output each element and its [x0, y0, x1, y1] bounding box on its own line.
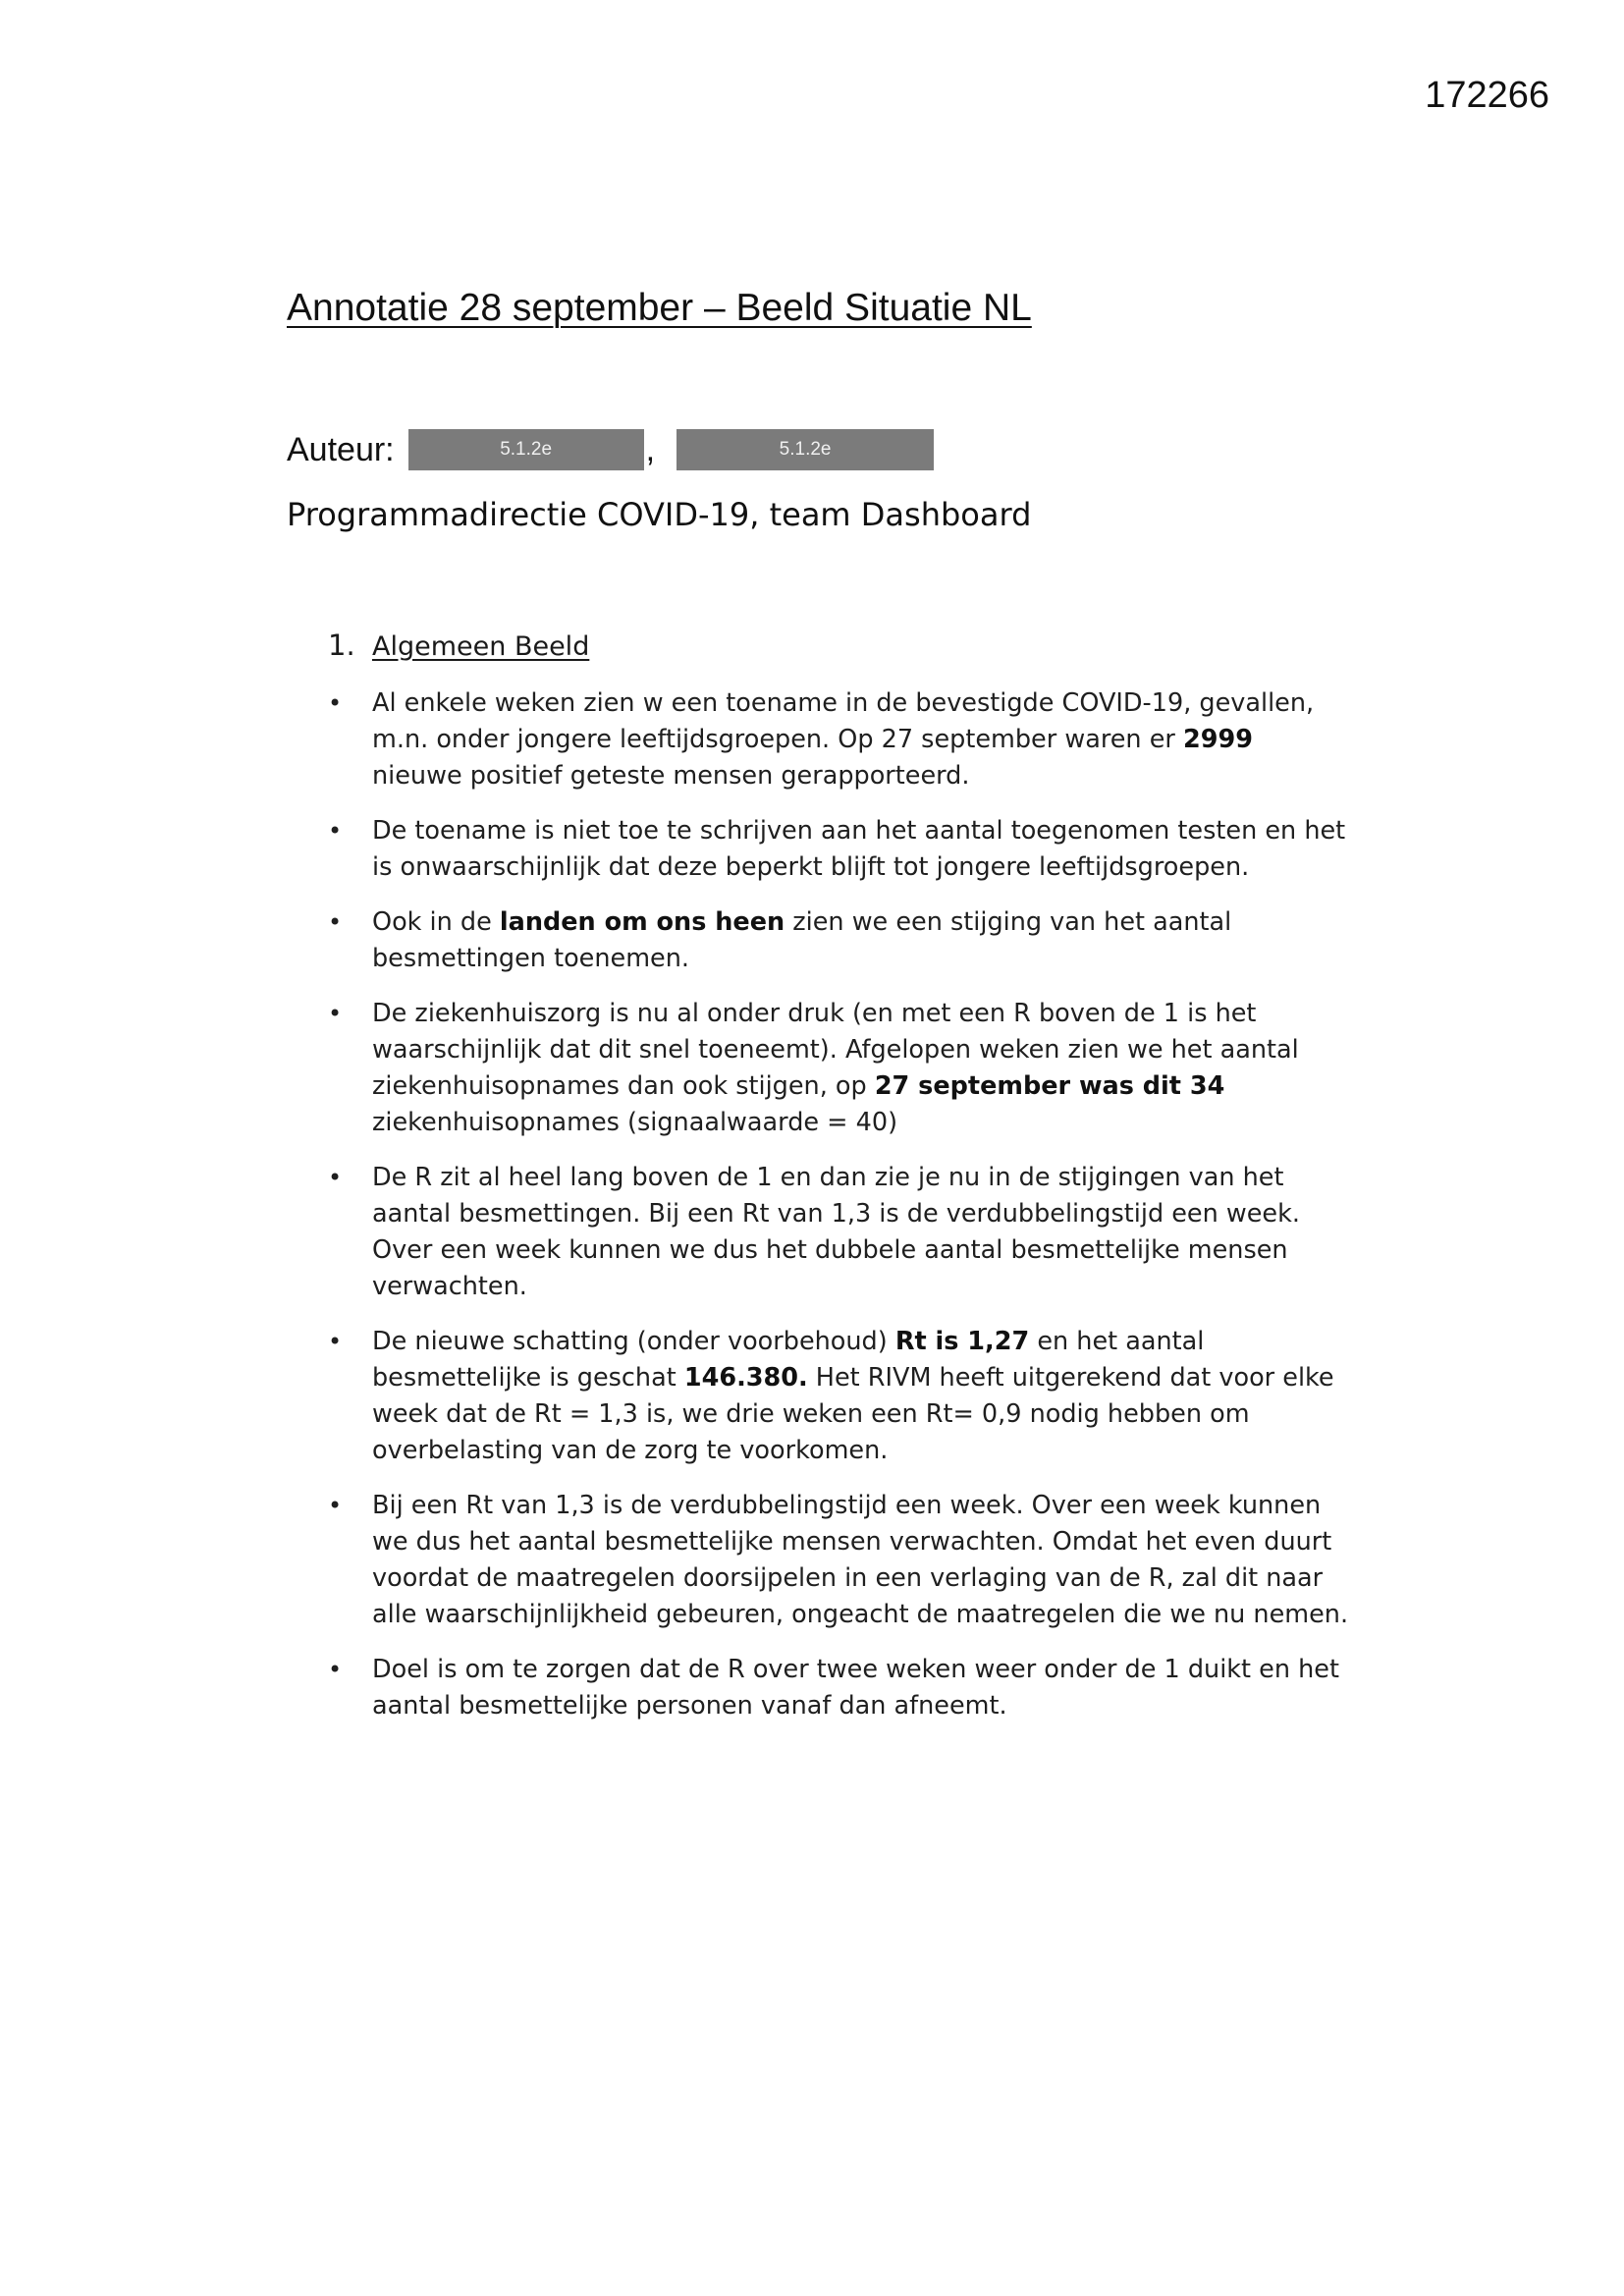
bullet-text: zien we een stijging van het aantal besmettingen toenemen.	[372, 907, 1232, 973]
section-number: 1.	[328, 629, 355, 662]
author-separator: ,	[645, 430, 656, 468]
bullet-text: Ook in de	[372, 907, 500, 937]
bullet-text: Het RIVM heeft uitgerekend dat voor elke week dat de Rt = 1,3 is, we drie weken een Rt= 0,9 nodig hebben om overbelasting van de zorg te voorkomen.	[372, 1363, 1334, 1465]
bullet-bold-text: landen om ons heen	[499, 907, 785, 937]
bullet-text: De ziekenhuiszorg is nu al onder druk (en met een R boven de 1 is het waarschijnlijk dat dit snel toeneemt). Afgelopen weken zien we het aantal ziekenhuisopnames dan ook stijgen, op	[372, 999, 1299, 1101]
bullet-text: Al enkele weken zien w een toename in de bevestigde COVID-19, gevallen, m.n. onder jongere leeftijdsgroepen. Op 27 september waren er	[372, 688, 1315, 754]
bullet-text: en het aantal besmettelijke is geschat	[372, 1327, 1205, 1393]
bullet-item	[328, 1488, 1349, 1633]
section-heading	[328, 629, 589, 662]
organization-line: Programmadirectie COVID-19, team Dashboard	[287, 496, 1032, 533]
bullet-item	[328, 904, 1349, 977]
redaction-box-1: 5.1.2e	[408, 429, 644, 470]
bullet-text: De toename is niet toe te schrijven aan het aantal toegenomen testen en het is onwaarschijnlijk dat deze beperkt blijft tot jongere leeftijdsgroepen.	[372, 816, 1346, 882]
bullet-bold-text: 146.380.	[683, 1363, 808, 1393]
page-title: Annotatie 28 september – Beeld Situatie NL	[287, 287, 1032, 329]
bullet-bold-text: Rt is 1,27	[894, 1327, 1030, 1356]
bullet-bold-text: 2999	[1182, 725, 1253, 754]
redaction-box-2: 5.1.2e	[677, 429, 934, 470]
bullet-text: De R zit al heel lang boven de 1 en dan zie je nu in de stijgingen van het aantal besmettingen. Bij een Rt van 1,3 is de verdubbelingstijd een week. Over een week kunnen we dus het dubbele aantal besmettelijke mensen verwachten.	[372, 1163, 1300, 1301]
bullet-item	[328, 813, 1349, 886]
bullet-text: nieuwe positief geteste mensen gerapporteerd.	[372, 761, 970, 791]
section-title: Algemeen Beeld	[372, 631, 590, 662]
bullet-text: ziekenhuisopnames (signaalwaarde = 40)	[372, 1108, 898, 1137]
author-label: Auteur:	[287, 430, 395, 468]
bullet-text: Bij een Rt van 1,3 is de verdubbelingstijd een week. Over een week kunnen we dus het aantal besmettelijke mensen verwachten. Omdat het even duurt voordat de maatregelen doorsijpelen in een verlaging van de R, zal dit naar alle waarschijnlijkheid gebeuren, ongeacht de maatregelen die we nu nemen.	[372, 1491, 1349, 1629]
bullet-item	[328, 1324, 1349, 1469]
bullet-item	[328, 1652, 1349, 1724]
bullet-list	[328, 685, 1349, 1724]
bullet-item	[328, 685, 1349, 794]
bullet-text: De nieuwe schatting (onder voorbehoud)	[372, 1327, 895, 1356]
author-line	[287, 428, 934, 471]
document-number: 172266	[1425, 75, 1549, 116]
bullet-text: Doel is om te zorgen dat de R over twee weken weer onder de 1 duikt en het aantal besmettelijke personen vanaf dan afneemt.	[372, 1655, 1339, 1721]
bullet-bold-text: 27 september was dit 34	[874, 1071, 1225, 1101]
bullet-item	[328, 996, 1349, 1141]
bullet-item	[328, 1160, 1349, 1305]
